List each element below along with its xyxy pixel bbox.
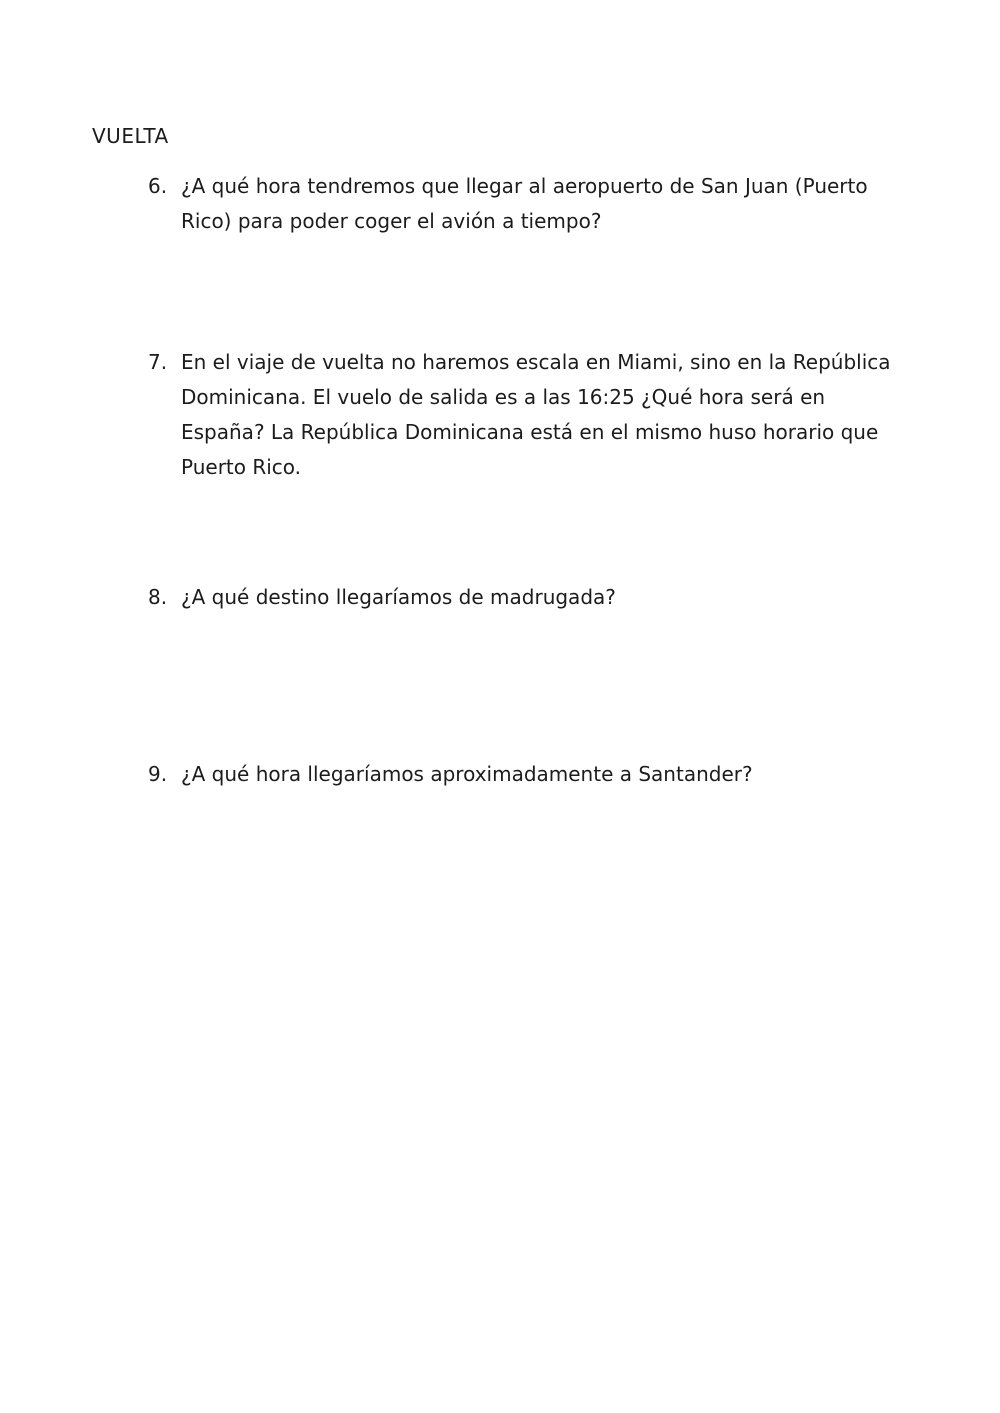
- question-number: 9.: [148, 762, 168, 786]
- section-title: VUELTA: [92, 124, 169, 148]
- question-number: 7.: [148, 350, 168, 374]
- question-text: ¿A qué hora tendremos que llegar al aeropuerto de San Juan (Puerto Rico) para poder coger el avión a tiempo?: [181, 174, 868, 233]
- question-number: 8.: [148, 585, 168, 609]
- question-item: [148, 580, 908, 615]
- question-item: [148, 345, 908, 485]
- question-text: ¿A qué destino llegaríamos de madrugada?: [181, 585, 616, 609]
- question-number: 6.: [148, 174, 168, 198]
- question-text: ¿A qué hora llegaríamos aproximadamente a Santander?: [181, 762, 753, 786]
- question-text: En el viaje de vuelta no haremos escala en Miami, sino en la República Dominicana. El vuelo de salida es a las 16:25 ¿Qué hora será en España? La República Dominicana está en el mismo huso horario que Puerto Rico.: [181, 350, 891, 479]
- question-item: [148, 169, 908, 239]
- question-item: [148, 757, 908, 792]
